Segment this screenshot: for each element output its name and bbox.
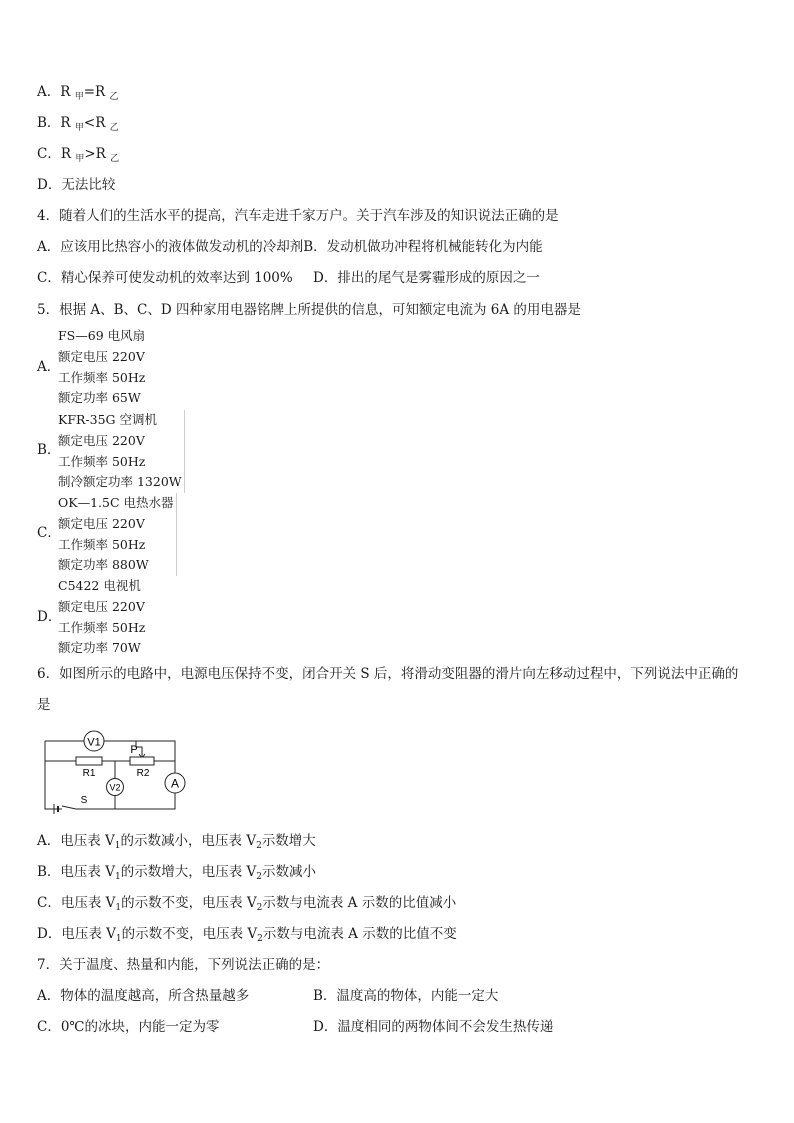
resistor-r2: [130, 757, 154, 765]
wire: [45, 741, 62, 809]
plate-line: 制冷额定功率 1320W: [58, 474, 182, 490]
q4-option-d: D．排出的尾气是雾霾形成的原因之一: [313, 270, 540, 286]
q4-option-c: C．精心保养可使发动机的效率达到 100%: [37, 270, 293, 286]
option-text: D．电压表 V: [37, 926, 116, 942]
subscript: 2: [256, 872, 262, 882]
plate-line: 额定功率 70W: [58, 640, 141, 656]
resistor-r1: [76, 757, 102, 765]
plate-line: OK—1.5C 电热水器: [58, 495, 174, 510]
q5-stem: 5．根据 A、B、C、D 四种家用电器铭牌上所提供的信息，可知额定电流为 6A 的用电器是: [37, 302, 581, 318]
subscript: 1: [115, 934, 122, 944]
option-letter: A．: [37, 84, 61, 100]
option-text: 的示数减小，电压表 V: [120, 833, 257, 849]
q5-plate-d: [58, 576, 180, 659]
r-symbol: R: [95, 115, 106, 131]
q7-option-b: B．温度高的物体，内能一定大: [313, 988, 499, 1004]
option-text: A．电压表 V: [37, 833, 115, 849]
subscript: 2: [256, 841, 262, 851]
r-symbol: R: [60, 146, 72, 162]
q4-stem: 4．随着人们的生活水平的提高，汽车走进千家万户。关于汽车涉及的知识说法正确的是: [37, 208, 559, 224]
s-label: S: [80, 795, 88, 806]
plate-line: KFR-35G 空调机: [58, 412, 158, 427]
switch-lever: [62, 806, 76, 809]
wire: [76, 793, 175, 809]
r-subscript: 乙: [109, 123, 119, 133]
option-text: 示数与电流表 A 示数的比值减小: [262, 895, 457, 911]
option-letter: B．: [37, 115, 61, 131]
q5-plate-a-letter: A．: [37, 359, 61, 375]
option-text: 的示数增大，电压表 V: [120, 864, 257, 880]
comparison-operator: <: [83, 115, 96, 131]
subscript: 1: [114, 841, 121, 851]
v2-label: V2: [109, 782, 121, 793]
q5-plate-c-letter: C．: [37, 525, 61, 541]
r-symbol: R: [95, 146, 106, 162]
plate-line: 额定功率 65W: [58, 390, 141, 406]
q6-stem-line1: 6．如图所示的电路中，电源电压保持不变，闭合开关 S 后，将滑动变阻器的滑片向左移动过程中，下列说法中正确的: [37, 666, 739, 682]
r2-label: R2: [136, 768, 150, 779]
plate-line: 额定电压 220V: [58, 515, 145, 531]
a-label: A: [170, 776, 180, 791]
r1-label: R1: [82, 768, 96, 779]
plate-line: C5422 电视机: [58, 578, 141, 593]
plate-line: 额定电压 220V: [58, 432, 145, 448]
comparison-operator: =: [83, 84, 96, 100]
subscript: 2: [256, 903, 263, 913]
option-text: 的示数不变，电压表 V: [121, 926, 258, 942]
q3-option-a: [37, 82, 119, 107]
q3-option-d: D．无法比较: [37, 177, 116, 193]
subscript: 2: [257, 934, 263, 944]
r-subscript: 甲: [75, 154, 85, 164]
q5-plate-c: [58, 493, 177, 576]
r-subscript: 乙: [110, 154, 120, 164]
option-text: 示数增大: [261, 833, 316, 849]
q7-option-a: A．物体的温度越高，所含热量越多: [37, 988, 250, 1004]
plate-line: FS—69 电风扇: [58, 328, 146, 343]
q5-plate-b: [58, 410, 185, 493]
q6-option-c: [37, 893, 456, 918]
comparison-operator: >: [84, 146, 96, 162]
r-subscript: 甲: [74, 123, 84, 133]
q5-plate-d-letter: D．: [37, 609, 62, 625]
option-text: 的示数不变，电压表 V: [121, 895, 257, 911]
q4-options-ab: A．应该用比热容小的液体做发动机的冷却剂B．发动机做功冲程将机械能转化为内能: [37, 239, 543, 255]
r-subscript: 乙: [109, 92, 119, 102]
v1-label: V1: [87, 736, 101, 749]
plate-line: 额定功率 880W: [58, 557, 149, 573]
q5-plate-a: [58, 326, 180, 409]
q6-option-a: [37, 831, 316, 856]
r-subscript: 甲: [74, 92, 84, 102]
plate-line: 工作频率 50Hz: [58, 619, 146, 635]
q5-plate-b-letter: B．: [37, 442, 61, 458]
q6-stem-line2: 是: [37, 697, 51, 713]
plate-line: 工作频率 50Hz: [58, 369, 146, 385]
r-symbol: R: [60, 84, 71, 100]
subscript: 1: [114, 872, 121, 882]
q7-option-c: C．0℃的冰块，内能一定为零: [37, 1019, 220, 1035]
circuit-diagram: [40, 727, 190, 815]
p-label: P: [130, 744, 138, 756]
plate-line: 工作频率 50Hz: [58, 536, 146, 552]
q7-stem: 7．关于温度、热量和内能，下列说法正确的是：: [37, 957, 330, 973]
q6-option-b: [37, 862, 316, 887]
plate-line: 额定电压 220V: [58, 348, 145, 364]
q7-option-d: D．温度相同的两物体间不会发生热传递: [313, 1019, 554, 1035]
option-text: C．电压表 V: [37, 895, 116, 911]
q3-option-b: [37, 113, 119, 138]
subscript: 1: [115, 903, 122, 913]
option-text: 示数减小: [261, 864, 316, 880]
plate-line: 工作频率 50Hz: [58, 453, 146, 469]
option-text: B．电压表 V: [37, 864, 115, 880]
q3-option-c: [37, 144, 119, 169]
q6-option-d: [37, 924, 457, 949]
r-symbol: R: [60, 115, 71, 131]
plate-line: 额定电压 220V: [58, 598, 145, 614]
option-letter: C．: [37, 146, 61, 162]
r-symbol: R: [95, 84, 106, 100]
option-text: 示数与电流表 A 示数的比值不变: [262, 926, 457, 942]
